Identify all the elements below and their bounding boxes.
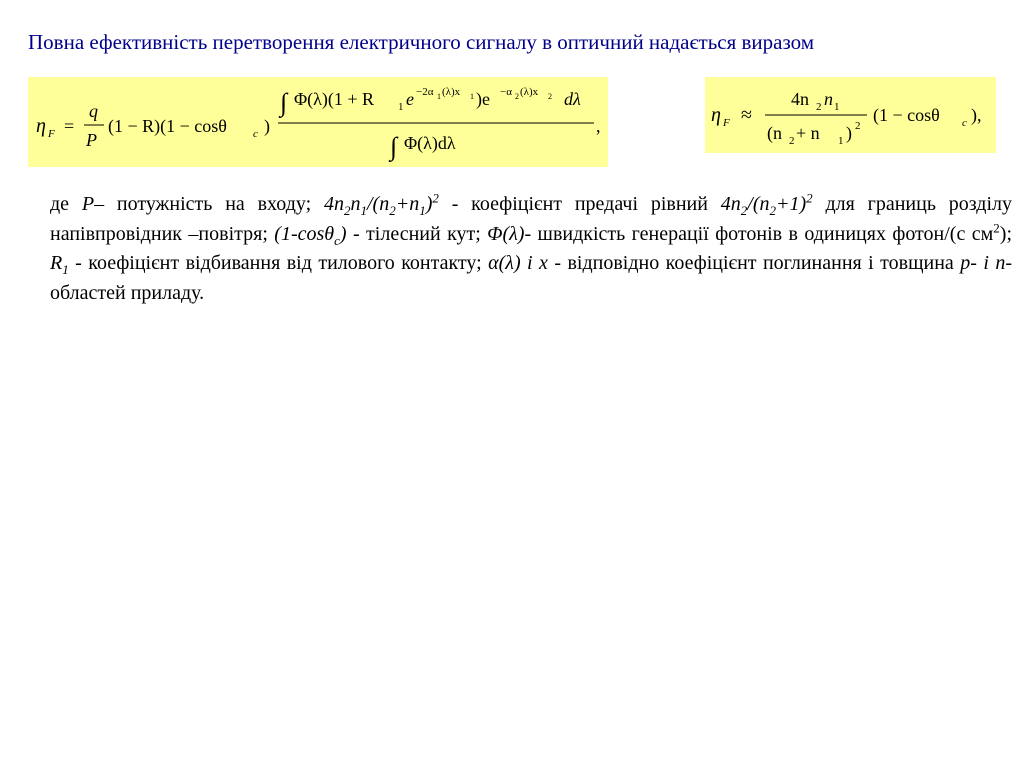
num-exp1-sub: 1 xyxy=(437,92,441,101)
approx-eta-sub: F xyxy=(723,117,730,129)
expr-sub: 2 xyxy=(389,203,396,218)
approx-den-open: (n xyxy=(767,123,782,143)
expr-sub: 2 xyxy=(769,203,776,218)
expr-alpha-x: α(λ) і x xyxy=(488,252,548,274)
num-dlambda: dλ xyxy=(564,89,581,109)
theta-c-subscript: c xyxy=(253,128,258,140)
expr-part: ) xyxy=(339,222,347,245)
expr-part: 4n xyxy=(720,193,741,215)
expr-phi: Φ(λ)- xyxy=(487,222,532,245)
expr-transmission xyxy=(323,190,439,218)
approx-sign: ≈ xyxy=(741,104,752,126)
expr-sub: 1 xyxy=(419,203,426,218)
frac-q: q xyxy=(89,101,98,121)
integral-top: ∫ xyxy=(280,88,288,117)
num-exp1b: (λ)x xyxy=(442,86,461,98)
symbol-R1 xyxy=(50,252,69,277)
num-exp2: −α xyxy=(500,86,512,98)
approx-den-plus: + n xyxy=(796,123,820,143)
text-segment: - коефіцієнт відбивання від тилового контакту; xyxy=(68,252,489,274)
eta-symbol: η xyxy=(36,115,46,137)
expr-part: /(n xyxy=(747,193,770,215)
expr-sub: 2 xyxy=(740,203,748,218)
expr-part: (1-cosθ xyxy=(274,222,335,245)
expr-sub: 1 xyxy=(62,262,69,277)
num-R1-sub: 1 xyxy=(398,101,404,113)
num-phi-part: Φ(λ)(1 + R xyxy=(294,89,375,109)
approx-den-close: ) xyxy=(846,123,852,143)
symbol-P: P xyxy=(81,193,95,215)
text-segment: областей приладу. xyxy=(50,281,205,304)
expr-sub: 1 xyxy=(360,203,367,218)
approx-tail-close: ), xyxy=(971,105,982,125)
den-phi: Φ(λ)dλ xyxy=(404,133,456,153)
text-segment: швидкість генерації фотонів в одиницях фотон/(с см xyxy=(531,222,994,245)
formula-efficiency-exact xyxy=(28,77,608,167)
num-exp2-sub: 2 xyxy=(515,92,519,101)
expr-transmission-air xyxy=(720,190,813,218)
frac-P: P xyxy=(86,130,97,150)
expr-part: /(n xyxy=(366,193,390,215)
integral-bottom: ∫ xyxy=(390,132,398,161)
num-exp2b-sub: 2 xyxy=(548,92,552,101)
expr-sub: c xyxy=(334,232,340,248)
approx-num-4n: 4n xyxy=(791,89,809,109)
approx-den-sub2: 1 xyxy=(838,135,844,147)
approx-num-sub1: 2 xyxy=(816,101,822,113)
text-segment: - відповідно коефіцієнт поглинання і товщина xyxy=(547,252,961,274)
text-segment: де xyxy=(50,193,82,215)
approx-eta: η xyxy=(711,104,721,126)
approx-tail: (1 − cosθ xyxy=(873,105,940,125)
expr-part: 4n xyxy=(323,193,344,215)
expr-pn: p- і n- xyxy=(960,252,1012,274)
text-segment: ); xyxy=(999,222,1012,245)
num-exp2b: (λ)x xyxy=(520,86,539,98)
num-mid: )e xyxy=(476,89,490,109)
formula-comma: , xyxy=(596,116,601,136)
explanation-paragraph xyxy=(50,190,1012,308)
eta-subscript: F xyxy=(48,128,55,140)
equals-sign: = xyxy=(64,116,75,136)
formula-exact-svg xyxy=(28,77,608,167)
expr-part: n xyxy=(350,193,361,215)
num-exp1: −2α xyxy=(416,86,434,98)
unit-sup: 2 xyxy=(993,219,1000,235)
expr-part: +1) xyxy=(776,193,807,215)
expr-part: ) xyxy=(425,193,433,215)
factor-close: ) xyxy=(264,116,270,136)
text-segment: - тілесний кут; xyxy=(346,222,488,245)
text-segment: - коефіцієнт предачі рівний xyxy=(438,193,721,215)
expr-sup: 2 xyxy=(806,190,813,206)
formula-efficiency-approx xyxy=(705,77,996,153)
expr-solid-angle xyxy=(274,222,347,248)
expr-sub: 2 xyxy=(343,203,351,218)
heading: Повна ефективність перетворення електричного сигналу в оптичний надається виразом xyxy=(28,30,815,54)
approx-den-sub1: 2 xyxy=(789,135,795,147)
text-segment: для границь розділу напівпровідник –повітря; xyxy=(50,193,1013,245)
expr-sup: 2 xyxy=(432,190,439,206)
approx-num-n: n xyxy=(824,89,833,109)
approx-num-sub2: 1 xyxy=(834,101,840,113)
approx-tail-sub: c xyxy=(962,117,967,129)
num-exp1b-sub: 1 xyxy=(470,92,474,101)
text-segment: – потужність на входу; xyxy=(94,193,324,215)
expr-part: R xyxy=(50,252,63,274)
expr-part: +n xyxy=(395,193,420,215)
factor-cos: (1 − R)(1 − cosθ xyxy=(108,116,227,136)
approx-den-sup: 2 xyxy=(855,120,861,132)
formula-approx-svg xyxy=(705,77,996,153)
num-e1: e xyxy=(406,89,414,109)
